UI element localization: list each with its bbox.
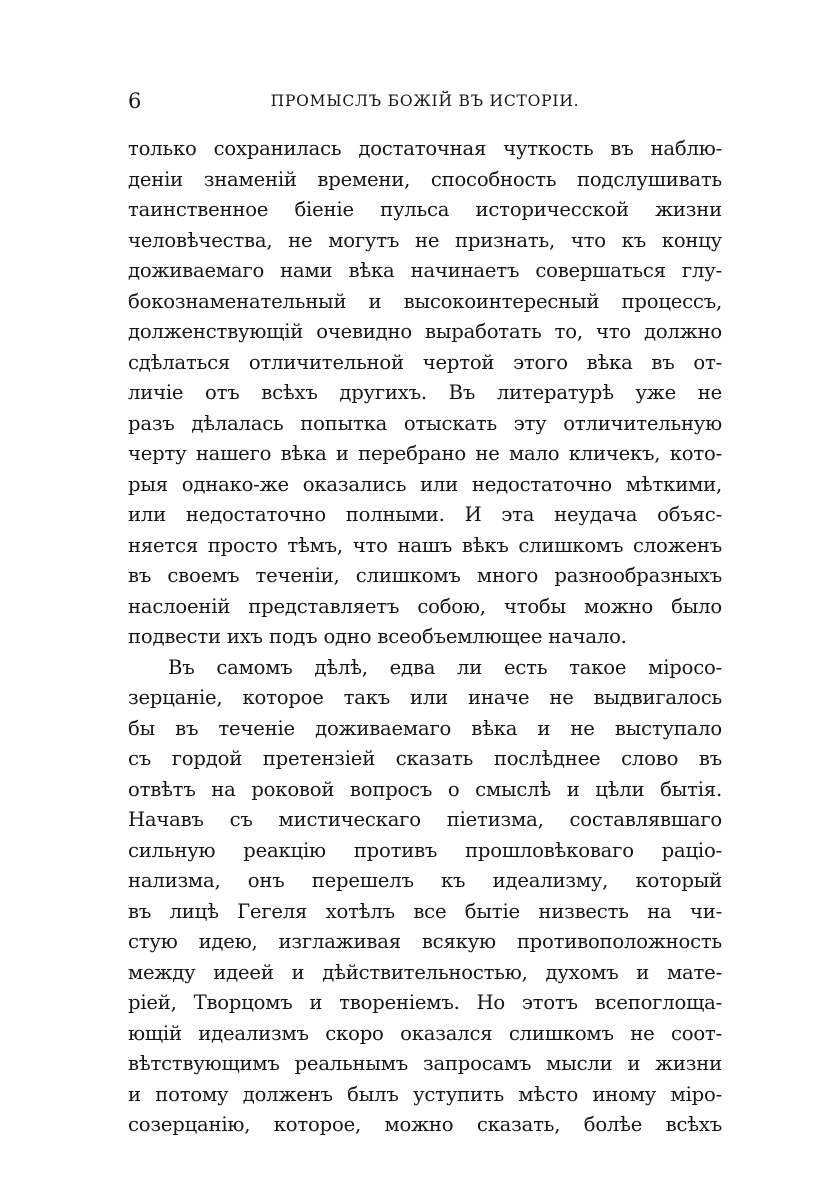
- text-line: вѣтствующимъ реальнымъ запросамъ мысли и жизни: [128, 1052, 722, 1075]
- text-line: бы въ теченіе доживаемаго вѣка и не выступало: [128, 716, 722, 740]
- text-line: зерцаніе, которое такъ или иначе не выдвигалось: [128, 686, 722, 709]
- text-line: личіе отъ всѣхъ другихъ. Въ литературѣ уже не: [128, 381, 722, 404]
- text-line: рыя однако-же оказались или недостаточно мѣткими,: [128, 472, 722, 496]
- body-text: [128, 134, 722, 1141]
- text-line: стую идею, изглаживая всякую противоположность: [128, 930, 722, 953]
- text-line: въ лицѣ Гегеля хотѣлъ все бытіе низвесть на чи-: [128, 899, 722, 923]
- text-line: сдѣлаться отличительной чертой этого вѣка въ от-: [128, 350, 722, 374]
- text-line: съ гордой претензіей сказать послѣднее слово въ: [128, 747, 722, 770]
- text-line: Начавъ съ мистическаго піетизма, составлявшаго: [128, 808, 722, 831]
- page-number: 6: [128, 89, 142, 113]
- text-line: между идеей и дѣйствительностью, духомъ и мате-: [128, 960, 722, 984]
- text-line: няется просто тѣмъ, что нашъ вѣкъ слишкомъ сложенъ: [128, 533, 722, 557]
- text-line: деніи знаменій времени, способность подслушивать: [128, 167, 722, 191]
- text-line: черту нашего вѣка и перебрано не мало кличекъ, кото-: [128, 442, 722, 465]
- text-line: человѣчества, не могутъ не признать, что къ концу: [128, 228, 722, 252]
- text-line: наслоеній представляетъ собою, чтобы можно было: [128, 594, 722, 618]
- text-line: доживаемаго нами вѣка начинаетъ совершаться глу-: [128, 259, 722, 282]
- text-line: ющій идеализмъ скоро оказался слишкомъ не соот-: [128, 1021, 722, 1045]
- page-header: [128, 86, 722, 116]
- text-line: или недостаточно полными. И эта неудача объяс-: [128, 503, 722, 526]
- text-line: созерцанію, которое, можно сказать, болѣе всѣхъ: [128, 1113, 722, 1136]
- text-line: и потому долженъ былъ уступить мѣсто иному міро-: [128, 1082, 722, 1106]
- paragraph-first-line: Въ самомъ дѣлѣ, едва ли есть такое міросо-: [168, 655, 722, 679]
- text-line: бокознаменательный и высокоинтересный процессъ,: [128, 289, 722, 313]
- text-line: отвѣтъ на роковой вопросъ о смыслѣ и цѣли бытія.: [128, 777, 722, 801]
- running-title: ПРОМЫСЛЪ БОЖІЙ ВЪ ИСТОРІИ.: [270, 92, 580, 110]
- text-line: только сохранилась достаточная чуткость въ наблю-: [128, 137, 722, 160]
- text-line: нализма, онъ перешелъ къ идеализму, который: [128, 869, 722, 892]
- paragraph-end-line: подвести ихъ подъ одно всеобъемлющее начало.: [128, 625, 627, 648]
- text-line: сильную реакцію противъ прошловѣковаго раціо-: [128, 838, 722, 862]
- text-line: ріей, Творцомъ и твореніемъ. Но этотъ всепоглоща-: [128, 991, 722, 1014]
- text-line: долженствующій очевидно выработать то, что должно: [128, 320, 722, 343]
- text-line: въ своемъ теченіи, слишкомъ много разнообразныхъ: [128, 564, 722, 587]
- text-line: разъ дѣлалась попытка отыскать эту отличительную: [128, 411, 722, 435]
- text-line: таинственное біеніе пульса историчесской жизни: [128, 198, 722, 221]
